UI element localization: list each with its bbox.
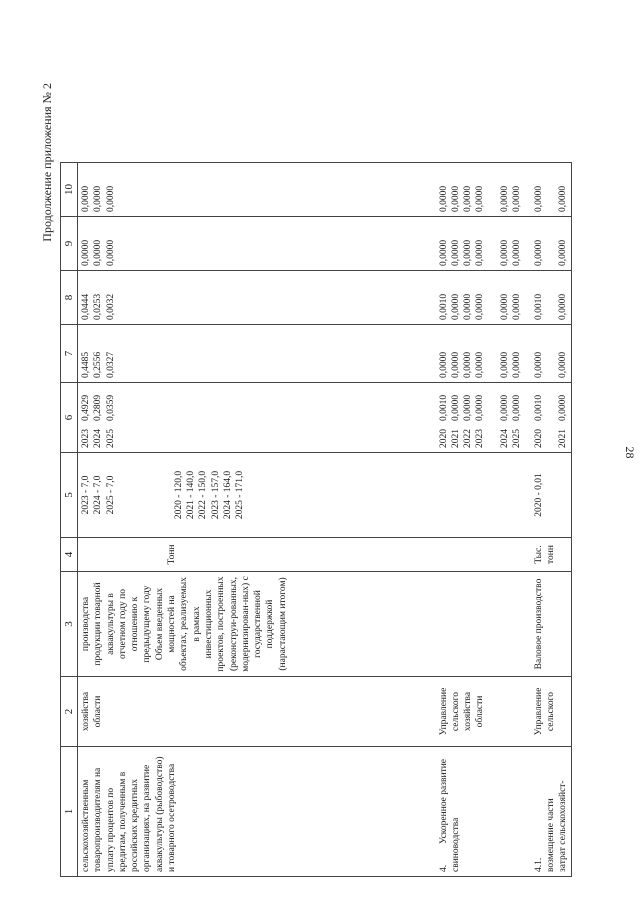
amount: 0,0000 [558,394,569,421]
responsible-executor: хозяйства области [78,677,436,747]
indicator-text: производства продукции товарной аквакультуры в отчетном году по отношению к предыдущему году [81,582,153,666]
funding-col9 [78,217,436,271]
amount: 0,0000 [512,351,523,378]
funding-total [531,383,572,453]
year: 2025 [105,429,116,448]
amount: 0,0000 [450,351,461,378]
amount: 0,0000 [450,394,461,421]
target-value: 2023 - 157,0 [210,470,221,520]
year: 2021 [450,429,461,448]
year: 2023 [475,429,486,448]
funding-col10 [78,163,436,217]
amount: 0,0032 [105,293,116,320]
measure-description: сельскохозяйственным товаропроизводителям на уплату процентов по кредитам, полученным в российских кредитных организациях, на развитие аквакультуры (рыбоводство) и товарного осетроводства [78,747,436,877]
target-value: 2024 - 7,0 [93,475,104,515]
column-number-row [61,163,78,877]
measure-description [436,747,531,877]
amount: 0,0444 [81,293,91,320]
amount: 0,0000 [463,351,474,378]
amount: 0,0000 [499,293,510,320]
table-row [531,163,572,877]
indicator-name [78,572,436,677]
funding-col9 [436,217,531,271]
responsible-executor: Управление сельского хозяйства области [436,677,531,747]
amount: 0,0000 [512,293,523,320]
target-values [436,453,531,538]
col-number: 7 [61,325,78,383]
amount: 0,0359 [105,394,116,421]
measure-name: возмещение части затрат сельскохозяйст- [545,780,569,872]
table-row [436,163,531,877]
funding-col7 [78,325,436,383]
amount: 0,0327 [105,351,116,378]
amount: 0,0000 [81,239,91,266]
amount: 0,0000 [475,185,486,212]
amount: 0,0000 [533,239,544,266]
amount: 0,4929 [81,394,91,421]
amount: 0,0000 [463,293,474,320]
amount: 0,0010 [533,293,544,320]
funding-total [436,383,531,453]
amount: 0,0000 [438,239,449,266]
amount: 0,0000 [450,293,461,320]
amount: 0,0000 [93,239,104,266]
amount: 0,0000 [512,239,523,266]
col-number: 3 [61,572,78,677]
col-number: 1 [61,747,78,877]
target-value: 2020 - 120,0 [173,470,184,520]
year: 2024 [499,429,510,448]
amount: 0,0253 [93,293,104,320]
col-number: 2 [61,677,78,747]
indicator-name: Валовое производство [531,572,572,677]
program-table [60,162,572,877]
funding-total [78,383,436,453]
amount: 0,0000 [533,185,544,212]
funding-col8 [436,271,531,325]
amount: 0,0000 [533,351,544,378]
col-number: 8 [61,271,78,325]
amount: 0,0010 [438,394,449,421]
funding-col8 [531,271,572,325]
amount: 0,4485 [81,351,91,378]
amount: 0,0000 [475,351,486,378]
amount: 0,0000 [463,185,474,212]
amount: 0,0000 [558,239,569,266]
year: 2022 [463,429,474,448]
amount: 0,0000 [105,239,116,266]
funding-col8 [78,271,436,325]
funding-col10 [436,163,531,217]
item-number: 4. [438,864,449,872]
target-values [78,453,436,538]
funding-col7 [436,325,531,383]
table-row [78,163,436,877]
measure-description [531,747,572,877]
amount: 0,0000 [512,185,523,212]
col-number: 4 [61,538,78,572]
target-value: 2025 - 171,0 [235,470,246,520]
amount: 0,0000 [499,239,510,266]
responsible-executor: Управление сельского [531,677,572,747]
measure-name: Ускоренное развитие свиноводства [438,758,461,872]
amount: 0,0000 [512,394,523,421]
amount: 0,0000 [463,239,474,266]
target-value: 2023 - 7,0 [81,475,91,515]
amount: 0,0000 [475,293,486,320]
year: 2021 [558,429,569,448]
funding-col9 [531,217,572,271]
amount: 0,0000 [558,351,569,378]
indicator-name [436,572,531,677]
col-number: 9 [61,217,78,271]
unit: Тонн [167,544,177,565]
target-value: 2020 - 0,01 [531,453,572,538]
year: 2024 [93,429,104,448]
amount: 0,0000 [81,185,91,212]
amount: 0,0000 [499,394,510,421]
amount: 0,0000 [93,185,104,212]
col-number: 6 [61,383,78,453]
amount: 0,2556 [93,351,104,378]
amount: 0,0000 [558,293,569,320]
amount: 0,0000 [450,239,461,266]
amount: 0,0000 [499,351,510,378]
indicator-text: Объем введенных мощностей на объектах, реализуемых в рамках инвестиционных проектов, построенных (реконструи-рованных, модернизирован-ных) с государственной поддержкой (нарастающим итогом) [154,576,288,672]
amount: 0,0000 [450,185,461,212]
col-number: 10 [61,163,78,217]
col-number: 5 [61,453,78,538]
year: 2025 [512,429,523,448]
amount: 0,0000 [463,394,474,421]
amount: 0,0010 [533,394,544,421]
amount: 0,0010 [438,293,449,320]
page-number: 28 [623,446,637,459]
unit-cell [78,538,436,572]
amount: 0,0000 [475,239,486,266]
amount: 0,0000 [105,185,116,212]
funding-col10 [531,163,572,217]
amount: 0,0000 [558,185,569,212]
amount: 0,0000 [438,351,449,378]
continuation-label: Продолжение приложения № 2 [40,83,54,242]
year: 2023 [81,429,91,448]
funding-col7 [531,325,572,383]
unit: Тыс. тонн [531,538,572,572]
amount: 0,0000 [438,185,449,212]
target-value: 2024 - 164,0 [223,470,234,520]
year: 2020 [533,429,544,448]
amount: 0,2809 [93,394,104,421]
target-value: 2021 - 140,0 [186,470,197,520]
amount: 0,0000 [499,185,510,212]
unit-cell [436,538,531,572]
target-value: 2025 - 7,0 [105,475,116,515]
item-number: 4.1. [533,857,544,872]
target-value: 2022 - 150,0 [198,470,209,520]
year: 2020 [438,429,449,448]
amount: 0,0000 [475,394,486,421]
